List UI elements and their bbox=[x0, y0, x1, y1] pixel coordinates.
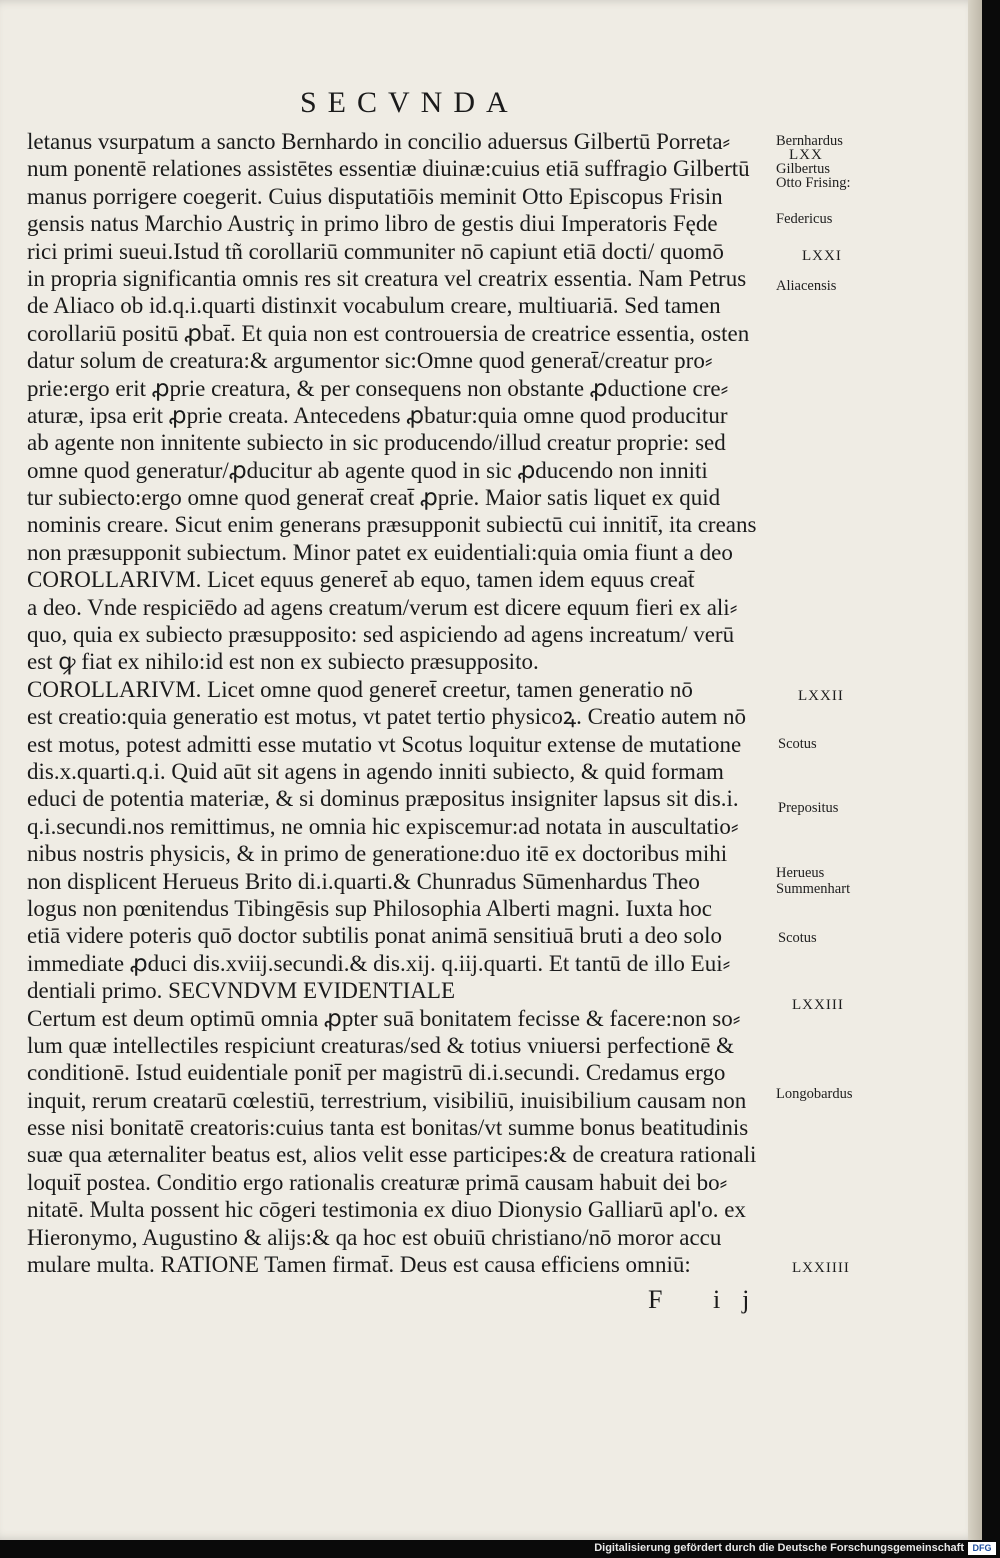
margin-note: Prepositus bbox=[778, 800, 839, 816]
text-line: conditionē. Istud euidentiale ponit̄ per magistrū di.i.secundi. Credamus ergo bbox=[27, 1060, 726, 1086]
margin-numeral: LXX bbox=[789, 147, 823, 163]
margin-note: Federicus bbox=[776, 211, 833, 227]
text-line: est creatio:quia generatio est motus, vt patet tertio physicoꝝ. Creatio autem nō bbox=[27, 704, 747, 730]
text-line: loquit̄ postea. Conditio ergo rationalis creaturæ primā causam habuit dei bo⸗ bbox=[27, 1169, 728, 1195]
text-line: letanus vsurpatum a sancto Bernhardo in concilio aduersus Gilbertū Porreta⸗ bbox=[27, 129, 731, 154]
margin-note: Gilbertus bbox=[776, 161, 830, 177]
text-line: datur solum de creatura:& argumentor sic:Omne quod generat̄/creatur pro⸗ bbox=[27, 348, 713, 374]
text-line: non displicent Herueus Brito di.i.quarti.& Chunradus Sūmenhardus Theo bbox=[27, 868, 700, 894]
margin-note: Scotus bbox=[778, 736, 817, 752]
dfg-logo: DFG bbox=[968, 1542, 996, 1555]
footer-bar bbox=[0, 1540, 1000, 1558]
text-line: inquit, rerum creatarū cœlestiū, terrestrium, visibiliū, inuisibilium causam non bbox=[27, 1087, 747, 1113]
text-line: Hieronymo, Augustino & alijs:& qa hoc est obuiū christiano/nō moror accu bbox=[27, 1224, 722, 1250]
text-line: non præsupponit subiectum. Minor patet ex euidentiali:quia omia fiunt a deo bbox=[27, 539, 733, 565]
margin-note: Bernhardus bbox=[776, 133, 843, 149]
text-line: num ponentē relationes assistētes essentiæ diuinæ:cuius etiā suffragio Gilbertū bbox=[27, 156, 750, 182]
running-header: SECVNDA bbox=[300, 86, 519, 119]
text-line: nibus nostris physicis, & in primo de generatione:duo itē ex doctoribus mihi bbox=[27, 841, 728, 867]
text-line: ab agente non innitente subiecto in sic producendo/illud creatur proprie: sed bbox=[27, 430, 726, 456]
text-line: manus porrigere coegerit. Cuius disputatiōis meminit Otto Episcopus Frisin bbox=[27, 183, 723, 209]
margin-numeral: LXXII bbox=[798, 688, 844, 704]
signature-mark: F ij bbox=[648, 1285, 772, 1314]
text-line: q.i.secundi.nos remittimus, ne omnia hic expiscemur:ad notata in auscultatio⸗ bbox=[27, 813, 739, 839]
text-line: in propria significantia omnis res sit creatura vel creatrix essentia. Nam Petrus bbox=[27, 265, 747, 291]
text-line: corollariū positū ꝓbat̄. Et quia non est controuersia de creatrice essentia, osten bbox=[27, 320, 750, 346]
margin-note: Otto Frising: bbox=[776, 175, 851, 191]
text-line: mulare multa. RATIONE Tamen firmat̄. Deus est causa efficiens omniū: bbox=[27, 1252, 691, 1278]
text-line: gensis natus Marchio Austriç in primo libro de gestis diui Imperatoris Fęde bbox=[27, 211, 718, 237]
margin-numeral: LXXIIII bbox=[792, 1260, 850, 1276]
text-line: suæ qua æternaliter beatus est, alios velit esse participes:& de creatura rationali bbox=[27, 1142, 757, 1168]
text-line: de Aliaco ob id.q.i.quarti distinxit vocabulum creare, multiuariā. Sed tamen bbox=[27, 293, 721, 319]
text-line: educi de potentia materiæ, & si dominus præpositus insigniter lapsus sit dis.i. bbox=[27, 786, 739, 812]
text-line: COROLLARIVM. Licet omne quod generet̄ creetur, tamen generatio nō bbox=[27, 676, 693, 702]
margin-note: Herueus bbox=[776, 865, 825, 881]
text-line: omne quod generatur/ꝓducitur ab agente quod in sic ꝓducendo non inniti bbox=[27, 457, 708, 483]
text-line: a deo. Vnde respiciēdo ad agens creatum/verum est dicere equum fieri ex ali⸗ bbox=[27, 594, 738, 620]
text-line: immediate ꝓduci dis.xviij.secundi.& dis.xij. q.iij.quarti. Et tantū de illo Eui⸗ bbox=[27, 950, 731, 976]
text-line: nominis creare. Sicut enim generans præsupponit subiectū cui innitit̄, ita creans bbox=[27, 512, 757, 538]
text-line: est ꝙ fiat ex nihilo:id est non ex subiecto præsupposito. bbox=[27, 649, 539, 675]
margin-note: Summenhart bbox=[776, 881, 851, 897]
text-line: COROLLARIVM. Licet equus generet̄ ab equo, tamen idem equus creat̄ bbox=[27, 567, 695, 593]
text-line: esse nisi bonitatē creatoris:cuius tanta est bonitas/vt summe bonus beatitudinis bbox=[27, 1115, 749, 1141]
margin-note: Longobardus bbox=[776, 1086, 853, 1102]
text-line: logus non pœnitendus Tibingēsis sup Philosophia Alberti magni. Iuxta hoc bbox=[27, 895, 712, 921]
text-line: dis.x.quarti.q.i. Quid aūt sit agens in agendo inniti subiecto, & quid formam bbox=[27, 758, 724, 784]
text-line: etiā videre poteris quō doctor subtilis ponat animā sensitiuā bruti a deo solo bbox=[27, 923, 722, 949]
text-line: prie:ergo erit ꝓprie creatura, & per consequens non obstante ꝓductione cre⸗ bbox=[27, 375, 729, 401]
text-line: dentiali primo. SECVNDVM EVIDENTIALE bbox=[27, 978, 455, 1004]
text-line: est motus, potest admitti esse mutatio vt Scotus loquitur extense de mutatione bbox=[27, 731, 742, 757]
text-line: rici primi sueui.Istud tñ corollariū communiter nō capiunt etiā docti/ quomō bbox=[27, 238, 724, 264]
margin-note: Aliacensis bbox=[776, 278, 837, 294]
text-line: Certum est deum optimū omnia ꝓpter suā bonitatem fecisse & facere:non so⸗ bbox=[27, 1005, 741, 1031]
page-edge bbox=[968, 0, 982, 1540]
margin-numeral: LXXI bbox=[802, 248, 842, 264]
text-line: aturæ, ipsa erit ꝓprie creata. Antecedens ꝓbatur:quia omne quod producitur bbox=[27, 402, 728, 428]
text-line: tur subiecto:ergo omne quod generat̄ creat̄ ꝓprie. Maior satis liquet ex quid bbox=[27, 485, 721, 511]
margin-numeral: LXXIII bbox=[792, 997, 844, 1013]
main-text-block bbox=[27, 128, 763, 1278]
margin-note: Scotus bbox=[778, 930, 817, 946]
text-line: nitatē. Multa possent hic cōgeri testimonia ex diuo Dionysio Galliarū apl'o. ex bbox=[27, 1197, 746, 1223]
text-line: lum quæ intellectiles respiciunt creaturas/sed & totius vniuersi perfectionē & bbox=[27, 1032, 735, 1058]
funding-note: Digitalisierung gefördert durch die Deutsche Forschungsgemeinschaft bbox=[594, 1542, 964, 1554]
text-line: quo, quia ex subiecto præsupposito: sed aspiciendo ad agens increatum/ verū bbox=[27, 622, 735, 648]
